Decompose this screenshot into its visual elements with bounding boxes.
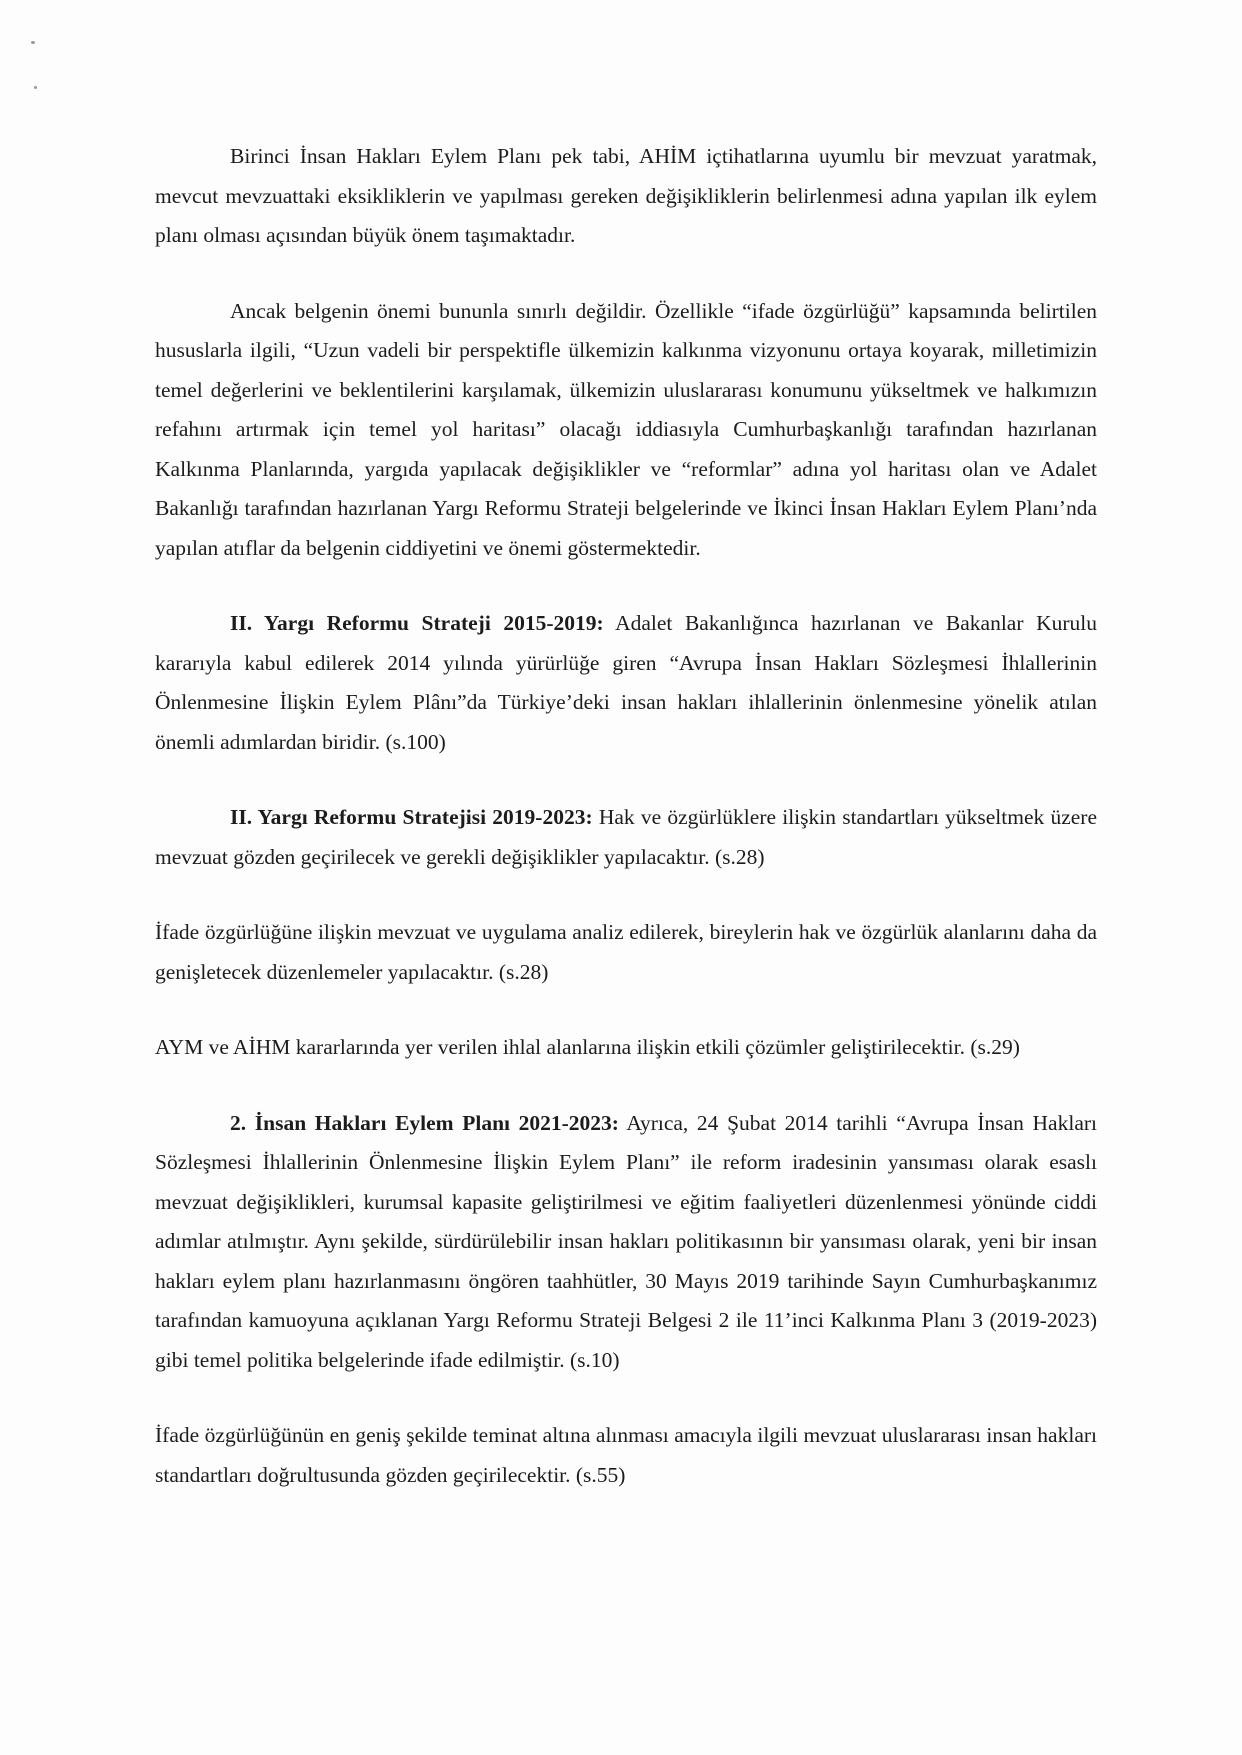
heading-judicial-reform-2019: II. Yargı Reformu Stratejisi 2019-2023: — [230, 805, 593, 829]
heading-judicial-reform-2015: II. Yargı Reformu Strateji 2015-2019: — [230, 611, 604, 635]
paragraph-judicial-reform-2015 — [155, 604, 1097, 762]
paragraph-human-rights-plan-2021 — [155, 1104, 1097, 1381]
paragraph-importance: Ancak belgenin önemi bununla sınırlı değildir. Özellikle “ifade özgürlüğü” kapsamında belirtilen hususlarla ilgili, “Uzun vadeli bir perspektifle ülkemizin kalkınma vizyonunu ortaya koyarak, milletimizin temel değerlerini ve beklentilerini karşılamak, ülkemizin uluslararası konumunu yükseltmek ve halkımızın refahını artırmak için temel yol haritası” olacağı iddiasıyla Cumhurbaşkanlığı tarafından hazırlanan Kalkınma Planlarında, yargıda yapılacak değişiklikler ve “reformlar” adına yol haritası olan ve Adalet Bakanlığı tarafından hazırlanan Yargı Reformu Strateji belgelerinde ve İkinci İnsan Hakları Eylem Planı’nda yapılan atıflar da belgenin ciddiyetini ve önemi göstermektedir. — [155, 298, 1097, 560]
text-judicial-reform-2015: Adalet Bakanlığınca hazırlanan ve Bakanlar Kurulu kararıyla kabul edilerek 2014 yılında yürürlüğe giren “Avrupa İnsan Hakları Sözleşmesi İhlallerinin Önlenmesine İlişkin Eylem Plânı”da Türkiye’deki insan hakları ihlallerinin önlenmesine yönelik atılan önemli adımlardan biridir. (s.100) — [155, 611, 1097, 754]
scan-speck — [31, 41, 35, 44]
heading-human-rights-plan-2021: 2. İnsan Hakları Eylem Planı 2021-2023: — [230, 1110, 619, 1135]
document-body — [155, 137, 1097, 1495]
paragraph-first-action-plan: Birinci İnsan Hakları Eylem Planı pek tabi, AHİM içtihatlarına uyumlu bir mevzuat yaratmak, mevcut mevzuattaki eksikliklerin ve yapılması gereken değişikliklerin belirlenmesi adına yapılan ilk eylem planı olması açısından büyük önem taşımaktadır. — [155, 144, 1097, 247]
text-judicial-reform-2019: Hak ve özgürlüklere ilişkin standartları yükseltmek üzere mevzuat gözden geçirilecek ve gerekli değişiklikler yapılacaktır. (s.28) — [155, 805, 1098, 869]
paragraph-judicial-reform-2019 — [155, 798, 1097, 877]
text-human-rights-plan-2021: Ayrıca, 24 Şubat 2014 tarihli “Avrupa İnsan Hakları Sözleşmesi İhlallerinin Önlenmesine İlişkin Eylem Planı” ile reform iradesinin yansıması olarak esaslı mevzuat değişiklikleri, kurumsal kapasite geliştirilmesi ve eğitim faaliyetleri düzenlenmesi yönünde ciddi adımlar atılmıştır. Aynı şekilde, sürdürülebilir insan hakları politikasının bir yansıması olarak, yeni bir insan hakları eylem planı hazırlanmasını öngören taahhütler, 30 Mayıs 2019 tarihinde Sayın Cumhurbaşkanımız tarafından kamuoyuna açıklanan Yargı Reformu Strateji Belgesi 2 ile 11’inci Kalkınma Planı 3 (2019-2023) gibi temel politika belgelerinde ifade edilmiştir. (s.10) — [155, 1110, 1097, 1372]
paragraph-aym-aihm: AYM ve AİHM kararlarında yer verilen ihlal alanlarına ilişkin etkili çözümler geliştirilecektir. (s.29) — [155, 1035, 1020, 1059]
paragraph-expression-freedom: İfade özgürlüğüne ilişkin mevzuat ve uygulama analiz edilerek, bireylerin hak ve özgürlük alanlarını daha da genişletecek düzenlemeler yapılacaktır. (s.28) — [155, 920, 1097, 984]
paragraph-guarantee: İfade özgürlüğünün en geniş şekilde teminat altına alınması amacıyla ilgili mevzuat uluslararası insan hakları standartları doğrultusunda gözden geçirilecektir. (s.55) — [155, 1423, 1097, 1487]
scan-speck — [34, 86, 37, 89]
